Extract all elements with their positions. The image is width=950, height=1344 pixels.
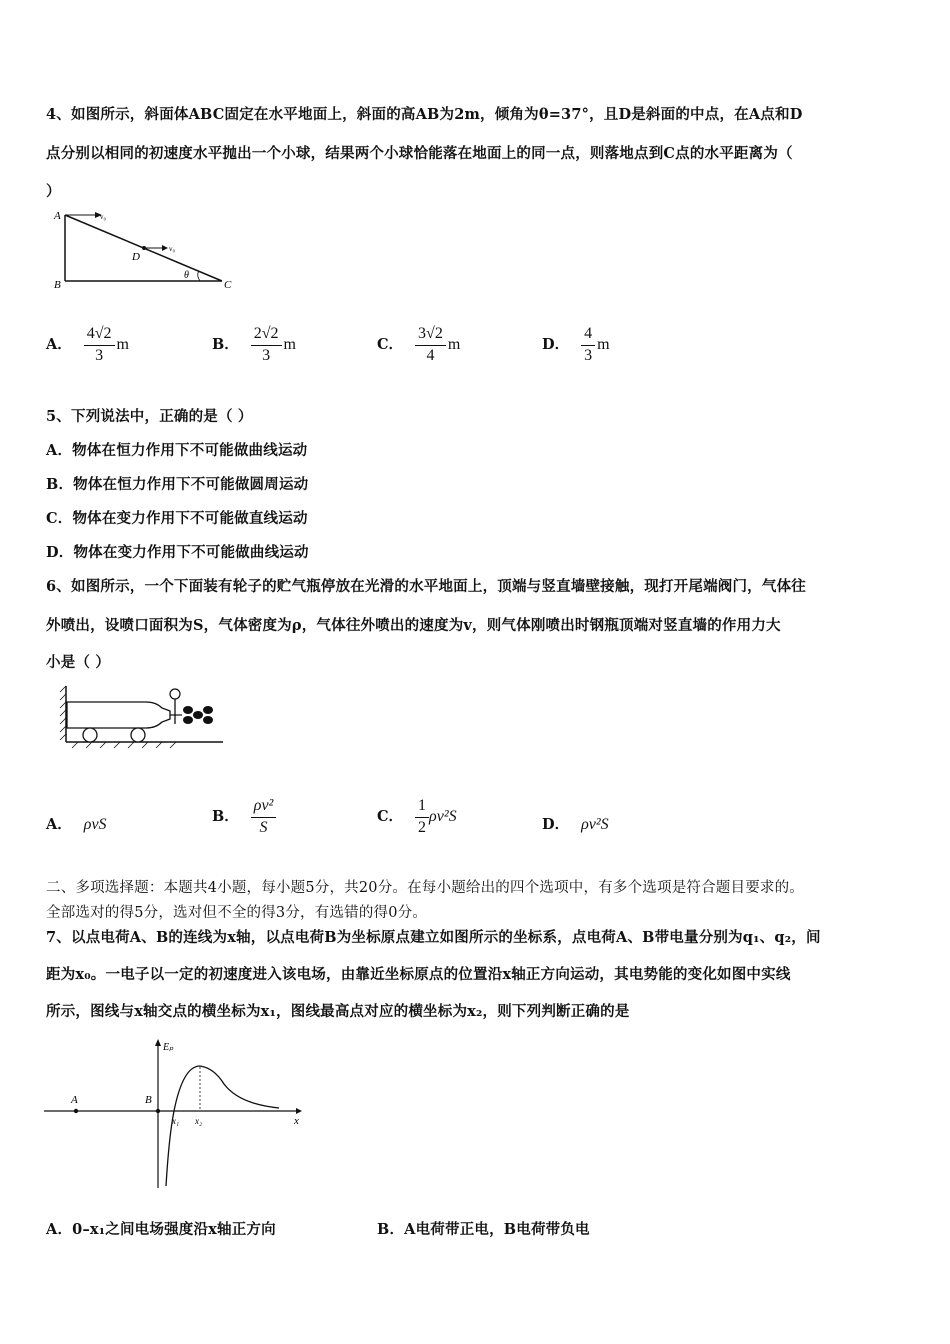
- q5-stem: 5、下列说法中，正确的是（ ）: [46, 408, 253, 425]
- wheel-front: [83, 728, 97, 742]
- label-a: A: [54, 210, 61, 222]
- charge-a: [74, 1109, 78, 1113]
- q7-option-b[interactable]: B．A电荷带正电，B电荷带负电: [377, 1221, 590, 1238]
- gas-bottle: [67, 702, 170, 728]
- q7-stem-line2: 距为x₀。一电子以一定的初速度进入该电场，由靠近坐标原点的位置沿x轴正方向运动，其电势能的变化如图中实线: [46, 966, 791, 983]
- q7-stem-line1: 7、以点电荷A、B的连线为x轴，以点电荷B为坐标原点建立如图所示的坐标系，点电荷A、B带电量分别为q₁、q₂，间: [46, 929, 821, 946]
- q5-option-c[interactable]: C．物体在变力作用下不可能做直线运动: [46, 510, 308, 527]
- section2-heading-line1: 二、多项选择题：本题共4小题，每小题5分，共20分。在每小题给出的四个选项中，有多个选项是符合题目要求的。: [46, 880, 804, 896]
- q4-option-b[interactable]: B． $\frac{2√2}{3}$ m: [212, 325, 296, 364]
- valve-knob: [170, 689, 180, 699]
- label-v0-d: v₀: [169, 245, 175, 253]
- wheel-rear: [131, 728, 145, 742]
- q6-option-b[interactable]: B． $\frac{\text{ρv²}}{S}$: [212, 796, 276, 838]
- q6-option-c[interactable]: C． $\frac{1}{2}$ ρv²S: [377, 797, 457, 836]
- label-x2: x₂: [195, 1116, 203, 1126]
- q7-stem-line3: 所示，图线与x轴交点的横坐标为x₁，图线最高点对应的横坐标为x₂，则下列判断正确的是: [46, 1003, 630, 1020]
- q6-stem-line1: 6、如图所示，一个下面装有轮子的贮气瓶停放在光滑的水平地面上，顶端与竖直墙壁接触，现打开尾端阀门，气体往: [46, 578, 806, 595]
- label-x1: x₁: [172, 1116, 180, 1126]
- q4-stem-line1: 4、如图所示，斜面体ABC固定在水平地面上，斜面的高AB为2m，倾角为θ=37°，且D是斜面的中点，在A点和D: [46, 106, 803, 123]
- q6-gas-bottle-figure: [58, 684, 228, 750]
- q6-option-d[interactable]: D． ρv²S: [542, 816, 609, 833]
- q5-option-d[interactable]: D．物体在变力作用下不可能做曲线运动: [46, 544, 309, 561]
- label-b: B: [54, 279, 61, 291]
- q7-option-a[interactable]: A．0–x₁之间电场强度沿x轴正方向: [46, 1221, 276, 1238]
- charge-b: [156, 1109, 160, 1113]
- label-x: x: [294, 1115, 299, 1127]
- label-d: D: [132, 251, 140, 263]
- q6-stem-line2: 外喷出，设喷口面积为S，气体密度为ρ，气体往外喷出的速度为v，则气体刚喷出时钢瓶顶端对竖直墙的作用力大: [46, 617, 781, 634]
- q4-incline-figure: [50, 205, 240, 293]
- label-theta: θ: [184, 270, 189, 281]
- q4-stem-line2: 点分别以相同的初速度水平抛出一个小球，结果两个小球恰能落在地面上的同一点，则落地点到C点的水平距离为（: [46, 145, 793, 162]
- label-b: B: [145, 1094, 152, 1106]
- q4-stem-line3: ）: [46, 183, 61, 200]
- q6-stem-line3: 小是（ ）: [46, 654, 111, 671]
- gas-jet: [183, 706, 213, 724]
- q4-option-d[interactable]: D． $\frac{4}{3}$ m: [542, 325, 610, 364]
- q5-option-b[interactable]: B．物体在恒力作用下不可能做圆周运动: [46, 476, 309, 493]
- q7-potential-energy-graph: [44, 1036, 308, 1192]
- label-ep: Eₚ: [163, 1042, 174, 1053]
- label-v0-a: v₀: [100, 213, 106, 221]
- q6-option-a[interactable]: A． ρvS: [46, 816, 107, 833]
- q4-option-c[interactable]: C． $\frac{3√2}{4}$ m: [377, 325, 461, 364]
- q4-option-a[interactable]: A． $\frac{4√2}{3}$ m: [46, 325, 129, 364]
- label-c: C: [224, 279, 232, 291]
- label-a: A: [71, 1094, 78, 1106]
- ep-curve: [166, 1066, 279, 1186]
- q5-option-a[interactable]: A．物体在恒力作用下不可能做曲线运动: [46, 442, 308, 459]
- section2-heading-line2: 全部选对的得5分，选对但不全的得3分，有选错的得0分。: [46, 905, 428, 921]
